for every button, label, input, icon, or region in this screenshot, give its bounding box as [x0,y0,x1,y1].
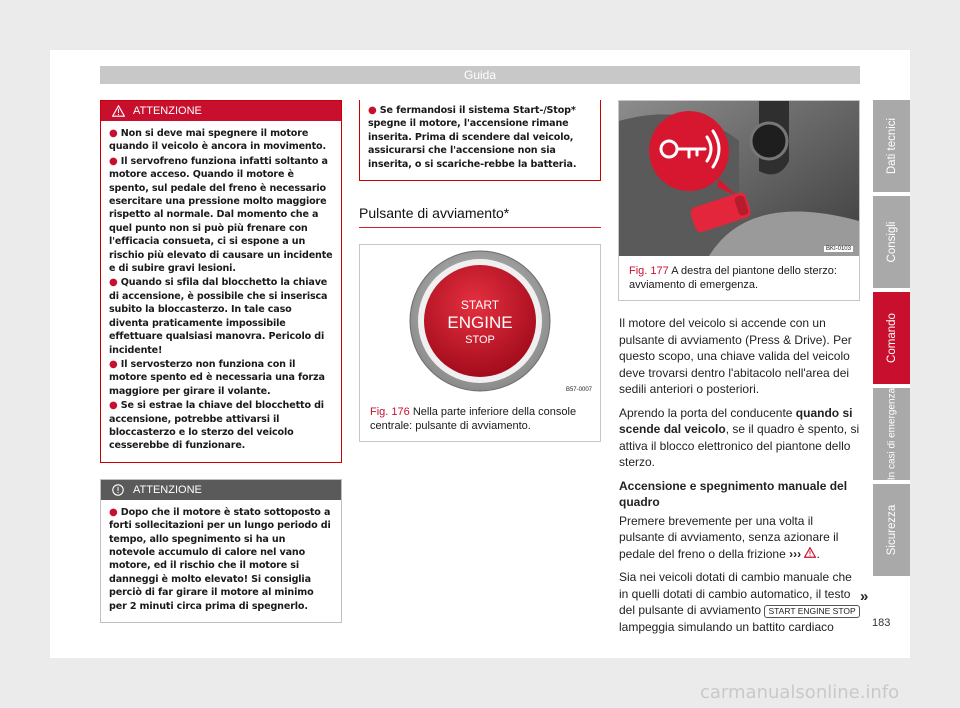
column-right [618,100,860,642]
warning-bullet: ● Il servofreno funziona infatti soltanto a motore acceso. Quando il motore è spento, sul pedale del freno è necessario esercitare una pressione molto maggiore rispetto al normale. Dal momento che a quel punto non si può più frenare con l'efficacia consueta, ci si espone a un rischio più elevato di causare un incidente e di subire gravi lesioni. [109,155,333,275]
paragraph: Aprendo la porta del conducente quando si scende dal veicolo, se il quadro è spento, si attiva il blocco elettronico del piantone dello sterzo. [619,405,860,469]
caution-circle-icon [111,483,125,497]
tab-in-casi-di-emergenza[interactable]: In casi di emergenza [873,388,910,480]
bullet-icon: ● [109,128,118,139]
warning-bullet: ● Quando si sfila dal blocchetto la chiave di accensione, è possibile che si inserisca subito la bloccasterzo. In tale caso diventa praticamente impossibile effettuare qualsiasi manovra. Pericolo di incidente! [109,277,328,356]
note-bullet: ● Se fermandosi il sistema Start-/Stop* spegne il motore, l'accensione rimane inserita. Prima di scendere dal veicolo, assicurarsi che l'accensione non sia inserita, o si scariche-rebbe la batteria. [368,105,577,170]
tab-sicurezza[interactable]: Sicurezza [873,484,910,576]
warning-ref-icon[interactable] [804,547,816,561]
warning-title: ATTENZIONE [133,483,202,496]
start-button-illustration [360,245,600,397]
note-continued-box [359,100,601,181]
watermark: carmanualsonline.info [700,682,900,703]
see-also-arrows[interactable]: ››› [789,546,802,561]
header-bar: Guida [100,66,860,84]
subheading: Accensione e spegnimento manuale del quadro [619,478,848,509]
bullet-icon: ● [109,400,118,412]
column-middle [359,100,601,442]
warning-box-1 [100,100,342,463]
column-left [100,100,342,639]
button-label-start: START [460,298,500,313]
continue-marker: » [860,588,869,605]
warning-title: ATTENZIONE [133,105,202,117]
body-text [618,315,860,635]
page-number: 183 [872,617,891,629]
paragraph: Sia nei veicoli dotati di cambio manuale che in quelli dotati di cambio automatico, il testo del pulsante di avviamento START ENGINE STOP lampeggia simulando un battito cardiaco [619,569,860,635]
note-body [360,100,600,180]
button-label-engine: ENGINE [447,313,513,333]
figure-caption: Fig. 176 Nella parte inferiore della console centrale: pulsante di avviamento. [370,406,577,433]
warning-box-2 [100,479,342,623]
figure-code: B57-0007 [565,387,592,394]
start-engine-stop-key: START ENGINE STOP [764,605,859,618]
bullet-icon: ● [109,358,118,370]
paragraph: Il motore del veicolo si accende con un pulsante di avviamento (Press & Drive). Per questo scopo, una chiave valida del veicolo deve trovarsi dentro l'abitacolo nell'area dei sedili anteriori o posteriori. [619,316,852,396]
bullet-icon: ● [368,105,377,116]
tab-comando[interactable]: Comando [873,292,910,384]
warning-bullet: ● Il servosterzo non funziona con il motore spento ed è necessaria una forza maggiore per girare il volante. [109,358,325,397]
tab-dati-tecnici[interactable]: Dati tecnici [873,100,910,192]
bullet-icon: ● [109,506,118,518]
side-tabs [873,100,910,580]
warning-bullet: ● Non si deve mai spegnere il motore quando il veicolo è ancora in movimento. [109,128,326,153]
figure-177 [618,100,860,301]
figure-number: Fig. 176 [370,406,410,419]
warning-bullet: ● Dopo che il motore è stato sottoposto a forti sollecitazioni per un lungo periodo di tempo, allo spegnimento si ha un notevole accumulo di calore nel vano motore, ed il rischio che il motore si danneggi è molto elevato! Si consiglia perciò di far girare il motore al minimo per 2 minuti circa prima di spegnerlo. [109,506,331,612]
bullet-icon: ● [109,155,118,167]
tab-consigli[interactable]: Consigli [873,196,910,288]
warning-bullet: ● Se si estrae la chiave del blocchetto di accensione, potrebbe attivarsi il bloccasterzo e lo sterzo del veicolo cesserebbe di funzionare. [109,400,324,452]
emergency-start-image [619,101,859,256]
figure-code: BKI-0103 [825,246,851,252]
figure-176 [359,244,601,442]
warning-triangle-icon [111,104,125,118]
figure-number: Fig. 177 [629,265,669,277]
start-button-image [360,245,600,397]
paragraph: Premere brevemente per una volta il pulsante di avviamento, senza azionare il pedale del freno o della frizione ››› . [619,513,839,561]
bullet-icon: ● [109,277,118,289]
warning-header [101,101,341,121]
warning-body [101,500,341,622]
button-label-stop: STOP [465,334,495,347]
emergency-start-illustration [619,101,859,256]
warning-body [101,121,341,462]
warning-header [101,480,341,500]
section-title: Pulsante di avviamento* [359,205,601,228]
figure-caption: Fig. 177 A destra del piantone dello sterzo: avviamento di emergenza. [629,265,837,291]
